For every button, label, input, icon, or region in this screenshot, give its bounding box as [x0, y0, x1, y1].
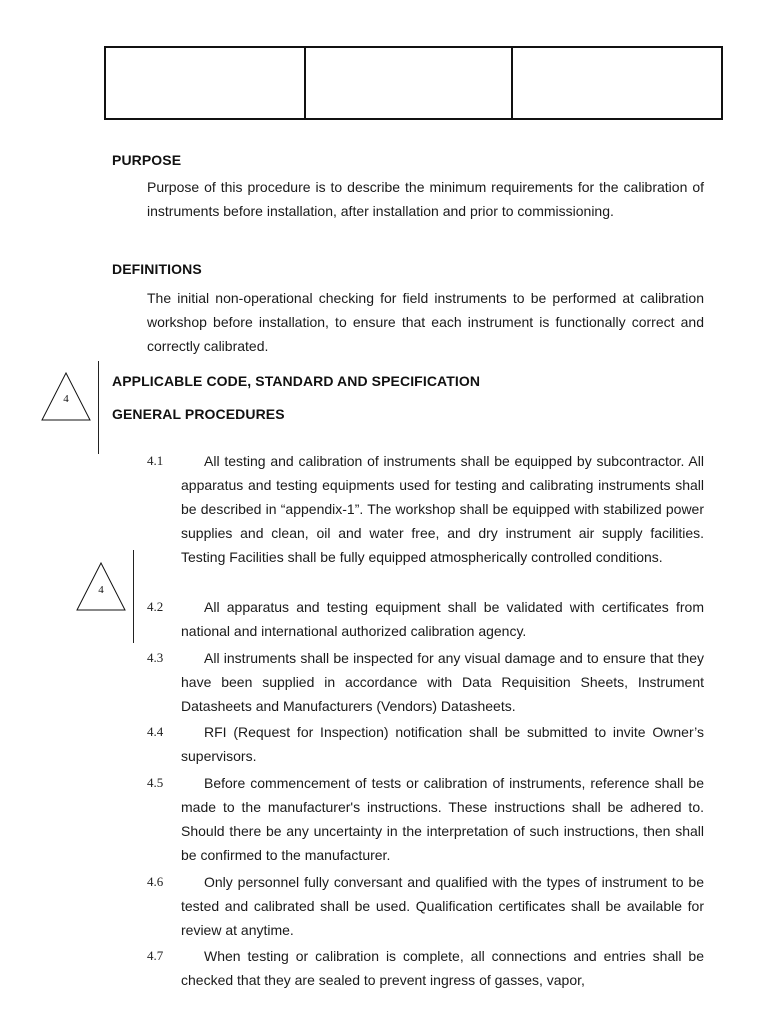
item-text: All instruments shall be inspected for any visual damage and to ensure that they have been supplied in accordance with Data Requisition Sheets, Instrument Datasheets and Manufacturers (Vendors) Datasheets.: [181, 650, 704, 714]
procedure-item: [147, 870, 704, 942]
item-number: 4.4: [147, 724, 164, 739]
revision-label: 4: [63, 393, 69, 405]
procedure-item: [147, 720, 704, 768]
header-table: [104, 46, 723, 120]
item-text: All apparatus and testing equipment shall be validated with certificates from national and international authorized calibration agency.: [181, 599, 704, 639]
header-cell: [106, 48, 304, 118]
item-number: 4.5: [147, 775, 164, 790]
item-text: Only personnel fully conversant and qualified with the types of instrument to be tested and calibrated shall be used. Qualification certificates shall be available for review at anytime.: [181, 874, 704, 938]
item-text: RFI (Request for Inspection) notification shall be submitted to invite Owner’s supervisors.: [181, 724, 704, 764]
procedure-item: [147, 646, 704, 718]
procedure-item: [147, 595, 704, 643]
revision-bar: [133, 550, 134, 643]
revision-triangle-icon: [40, 371, 92, 423]
procedure-item: [147, 944, 704, 992]
item-number: 4.6: [147, 874, 164, 889]
header-cell: [511, 48, 721, 118]
item-number: 4.3: [147, 650, 164, 665]
header-cell: [304, 48, 511, 118]
definitions-body: The initial non-operational checking for field instruments to be performed at calibration workshop before installation, to ensure that each instrument is functionally correct and correctly calibrated.: [147, 290, 704, 354]
item-text: Before commencement of tests or calibration of instruments, reference shall be made to the manufacturer's instructions. These instructions shall be adhered to. Should there be any uncertainty in the interpretation of such instructions, then shall be confirmed to the manufacturer.: [181, 775, 704, 863]
purpose-heading: PURPOSE: [112, 152, 182, 168]
definitions-heading: DEFINITIONS: [112, 261, 202, 277]
revision-bar: [98, 361, 99, 454]
item-number: 4.1: [147, 453, 164, 468]
general-heading: GENERAL PROCEDURES: [112, 406, 285, 422]
revision-triangle-icon: [75, 561, 127, 613]
applicable-heading: APPLICABLE CODE, STANDARD AND SPECIFICATION: [112, 373, 481, 389]
item-number: 4.2: [147, 599, 164, 614]
revision-label: 4: [98, 584, 104, 596]
item-text: When testing or calibration is complete, all connections and entries shall be checked that they are sealed to prevent ingress of gasses, vapor,: [181, 948, 704, 988]
purpose-body: Purpose of this procedure is to describe the minimum requirements for the calibration of instruments before installation, after installation and prior to commissioning.: [147, 179, 704, 219]
item-text: All testing and calibration of instruments shall be equipped by subcontractor. All apparatus and testing equipments used for testing and calibrating instruments shall be described in “appendix-1”. The workshop shall be equipped with stabilized power supplies and clean, oil and water free, and dry instrument air supply facilities. Testing Facilities shall be fully equipped atmospherically controlled conditions.: [181, 453, 704, 565]
procedure-item: [147, 449, 704, 569]
item-number: 4.7: [147, 948, 164, 963]
procedure-item: [147, 771, 704, 867]
